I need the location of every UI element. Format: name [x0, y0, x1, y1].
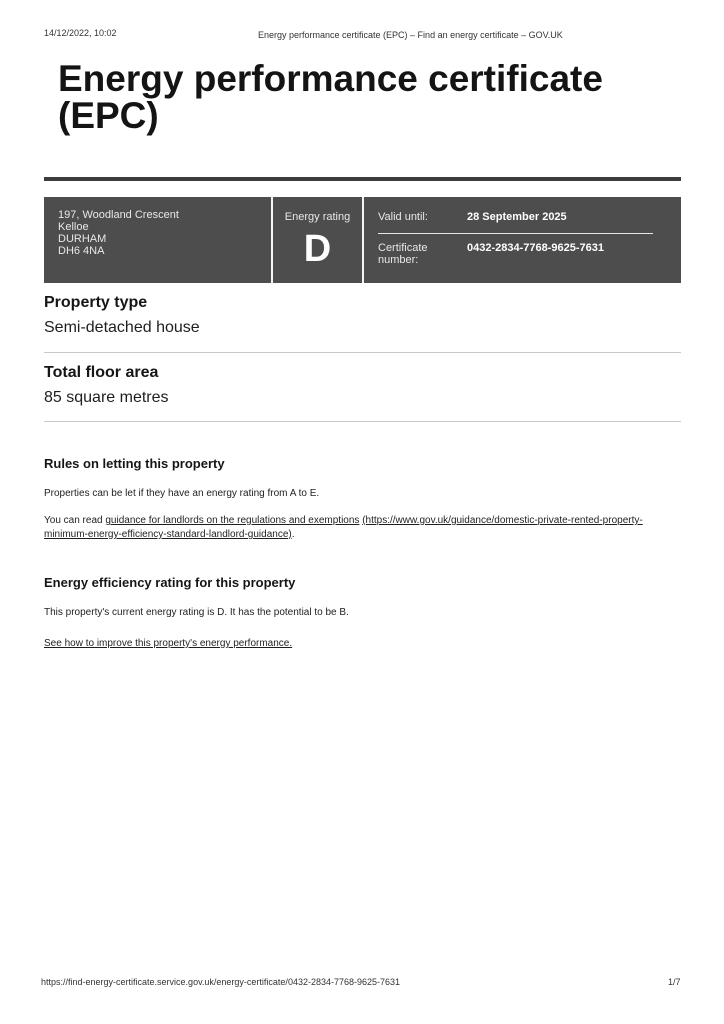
- landlord-guidance-url[interactable]: (https://www.gov.uk/guidance/domestic-private-rented-property-minimum-energy-efficiency-standard-landlord-guidance): [44, 515, 643, 540]
- print-datetime: 14/12/2022, 10:02: [44, 28, 117, 38]
- section-divider: [44, 352, 681, 353]
- address-line-3: DURHAM: [58, 233, 107, 245]
- energy-rating-label: Energy rating: [284, 211, 351, 223]
- certificate-divider: [378, 233, 653, 234]
- certificate-number-label-2: number:: [378, 254, 419, 266]
- section-divider: [44, 421, 681, 422]
- certificate-number-label-1: Certificate: [378, 242, 428, 254]
- address-line-4: DH6 4NA: [58, 245, 105, 257]
- footer-url: https://find-energy-certificate.service.gov.uk/energy-certificate/0432-2834-7768-9625-7631: [41, 977, 401, 987]
- address-line-1: 197, Woodland Crescent: [58, 209, 179, 221]
- address-block: [44, 197, 271, 283]
- page-title-line-1: Energy performance certificate: [58, 58, 603, 99]
- print-page-title: Energy performance certificate (EPC) – Find an energy certificate – GOV.UK: [258, 30, 563, 40]
- guidance-prefix: You can read: [44, 515, 106, 526]
- page-number: 1/7: [668, 977, 681, 987]
- letting-rules-heading: Rules on letting this property: [44, 456, 225, 471]
- energy-rating-value: D: [303, 228, 332, 270]
- efficiency-rating-heading: Energy efficiency rating for this property: [44, 575, 296, 590]
- efficiency-rating-text: This property's current energy rating is D. It has the potential to be B.: [44, 607, 349, 618]
- valid-until-label: Valid until:: [378, 211, 428, 223]
- certificate-number-value: 0432-2834-7768-9625-7631: [467, 242, 605, 254]
- floor-area-heading: Total floor area: [44, 364, 159, 381]
- epc-summary-box: [44, 197, 681, 283]
- landlord-guidance-link[interactable]: guidance for landlords on the regulations and exemptions: [105, 515, 360, 526]
- guidance-suffix: .: [291, 529, 295, 540]
- page-title: [58, 60, 678, 134]
- letting-rules-text: Properties can be let if they have an energy rating from A to E.: [44, 488, 320, 499]
- print-header: [0, 28, 724, 42]
- floor-area-value: 85 square metres: [44, 389, 169, 406]
- landlord-guidance-paragraph: [44, 514, 674, 542]
- certificate-block: [364, 197, 681, 283]
- page-title-line-2: (EPC): [58, 95, 159, 136]
- property-type-value: Semi-detached house: [44, 319, 200, 336]
- improve-performance-link[interactable]: See how to improve this property's energy performance.: [44, 638, 293, 649]
- title-divider: [44, 177, 681, 181]
- property-type-heading: Property type: [44, 294, 148, 311]
- energy-rating-block: [273, 197, 362, 283]
- valid-until-value: 28 September 2025: [467, 211, 567, 223]
- address-line-2: Kelloe: [58, 221, 89, 233]
